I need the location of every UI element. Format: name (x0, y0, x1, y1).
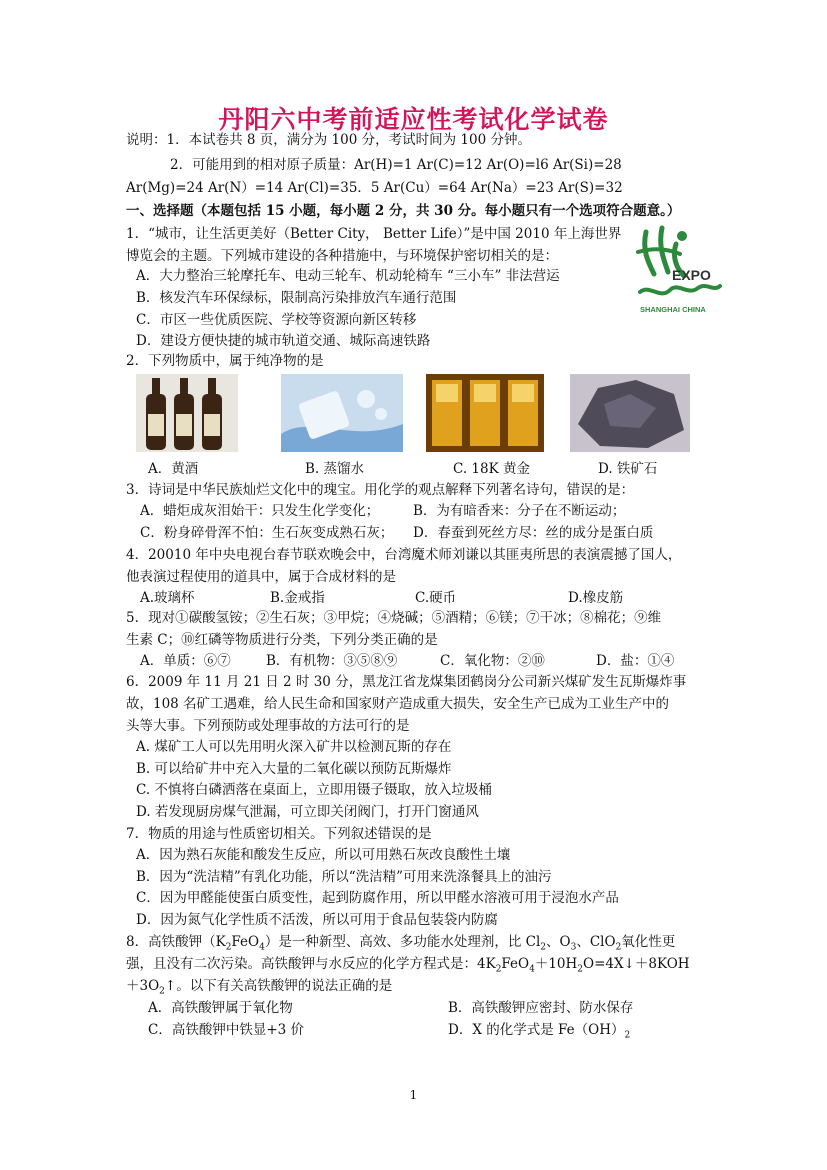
q5-option-a: A．单质：⑥⑦ (140, 653, 231, 669)
distilled-water-photo (281, 374, 403, 452)
expo-logo-icon (632, 222, 724, 318)
q8-subscript: 2 (615, 942, 622, 953)
q1-option-a: A．大力整治三轮摩托车、电动三轮车、机动轮椅车 “三小车” 非法营运 (136, 268, 560, 284)
page-title: 丹阳六中考前适应性考试化学试卷 (218, 105, 609, 134)
q5-stem-line-1: 5．现对①碳酸氢铵；②生石灰；③甲烷；④烧碱；⑤酒精；⑥镁；⑦干冰；⑧棉花；⑨维 (126, 610, 662, 626)
q5-option-c: C．氧化物：②⑩ (440, 653, 545, 669)
q8-text: ＋10H (534, 956, 578, 972)
wine-bottles-icon (136, 374, 238, 452)
expo-logo-text: EXPO (672, 267, 711, 283)
yellow-wine-photo (136, 374, 238, 452)
q1-option-b: B．核发汽车环保绿标，限制高污染排放汽车通行范围 (136, 290, 457, 306)
q7-option-a: A．因为熟石灰能和酸发生反应，所以可用熟石灰改良酸性土壤 (136, 847, 511, 863)
q5-option-b: B．有机物：③⑤⑧⑨ (266, 653, 398, 669)
q6-option-d: D. 若发现厨房煤气泄漏，可立即关闭阀门，打开门窗通风 (136, 804, 479, 820)
q8-subscript: 2 (159, 986, 165, 997)
q4-option-c: C.硬币 (415, 590, 457, 606)
q8-subscript: 2 (225, 942, 232, 953)
q2-option-b: B. 蒸馏水 (305, 461, 365, 477)
q4-stem-line-1: 4．20010 年中央电视台春节联欢晚会中，台湾魔术师刘谦以其匪夷所思的表演震撼了国人， (126, 547, 682, 563)
gold-bars-photo (426, 374, 544, 452)
q6-option-c: C. 不慎将白磷洒落在桌面上，立即用镊子镊取，放入垃圾桶 (136, 782, 492, 798)
q8-text: FeO (231, 934, 260, 950)
q8-text: ＋3O (126, 978, 160, 994)
q6-stem-line-3: 头等大事。下列预防或处理事故的方法可行的是 (126, 718, 410, 734)
q7-stem: 7．物质的用途与性质密切相关。下列叙述错误的是 (126, 826, 432, 842)
q8-subscript: 4 (529, 964, 535, 975)
q8-text: 强，且没有二次污染。高铁酸钾与水反应的化学方程式是：4K (126, 956, 496, 972)
q8-text: 、O (546, 934, 571, 950)
q3-stem: 3．诗词是中华民族灿烂文化中的瑰宝。用化学的观点解释下列著名诗句，错误的是： (126, 482, 635, 498)
iron-ore-photo (570, 374, 690, 452)
q1-stem-line-2: 博览会的主题。下列城市建设的各种措施中，与环境保护密切相关的是： (126, 248, 558, 264)
q1-option-d: D．建设方便快捷的城市轨道交通、城际高速铁路 (136, 333, 431, 349)
q8-subscript: 2 (495, 964, 502, 975)
q3-option-b: B．为有暗香来：分子在不断运动； (413, 503, 626, 519)
q8-text: ↑。以下有关高铁酸钾的说法正确的是 (164, 978, 393, 994)
expo-logo-subtext: SHANGHAI CHINA (640, 305, 706, 314)
q5-stem-line-2: 生素 C；⑩红磷等物质进行分类，下列分类正确的是 (126, 632, 438, 648)
q2-option-c: C. 18K 黄金 (453, 461, 530, 477)
q8-subscript: 2 (540, 942, 547, 953)
q8-option-b: B．高铁酸钾应密封、防水保存 (448, 1000, 634, 1016)
water-drops-icon (281, 374, 403, 452)
q8-text: ）是一种新型、高效、多功能水处理剂，比 Cl (264, 934, 541, 950)
q6-option-a: A. 煤矿工人可以先用明火深入矿井以检测瓦斯的存在 (136, 739, 452, 755)
q2-option-d: D. 铁矿石 (598, 461, 658, 477)
gold-bars-icon (426, 374, 544, 452)
iron-ore-icon (570, 374, 690, 452)
q5-option-d: D．盐：①④ (596, 653, 675, 669)
q8-option-a: A．高铁酸钾属于氧化物 (148, 1000, 293, 1016)
instruction-line-1: 说明：1．本试卷共 8 页，满分为 100 分，考试时间为 100 分钟。 (126, 132, 531, 148)
q8-text: O=4X↓＋8KOH (583, 956, 690, 972)
q8-text: FeO (501, 956, 530, 972)
q8-text: 、ClO (576, 934, 616, 950)
q7-option-d: D．因为氮气化学性质不活泼，所以可用于食品包装袋内防腐 (136, 912, 498, 928)
q6-stem-line-1: 6．2009 年 11 月 21 日 2 时 30 分，黑龙江省龙煤集团鹤岗分公司新兴煤矿发生瓦斯爆炸事 (126, 674, 687, 690)
q4-option-a: A.玻璃杯 (140, 590, 195, 606)
page-number: 1 (409, 1088, 418, 1102)
q6-stem-line-2: 故，108 名矿工遇难，给人民生命和国家财产造成重大损失，安全生产已成为工业生产中的 (126, 696, 670, 712)
q8-subscript: 2 (577, 964, 584, 975)
instruction-line-2: 2．可能用到的相对原子质量：Ar(H)=1 Ar(C)=12 Ar(O)=l6 Ar(Si)=28 (170, 157, 622, 173)
q8-option-d-subscript: 2 (624, 1030, 631, 1041)
q3-option-c: C．粉身碎骨浑不怕：生石灰变成熟石灰； (140, 525, 394, 541)
q4-stem-line-2: 他表演过程使用的道具中，属于合成材料的是 (126, 569, 396, 585)
q2-stem: 2．下列物质中，属于纯净物的是 (126, 353, 324, 369)
q4-option-b: B.金戒指 (270, 590, 325, 606)
q7-option-b: B．因为“洗洁精”有乳化功能，所以“洗洁精”可用来洗涤餐具上的油污 (136, 869, 552, 885)
q8-text: 氧化性更 (621, 934, 676, 950)
q1-option-c: C．市区一些优质医院、学校等资源向新区转移 (136, 312, 417, 328)
instruction-line-3: Ar(Mg)=24 Ar(N）=14 Ar(Cl)=35．5 Ar(Cu）=64 Ar(Na）=23 Ar(S)=32 (126, 180, 623, 196)
q8-text: 8．高铁酸钾（K (126, 934, 226, 950)
q8-subscript: 3 (570, 942, 577, 953)
q8-option-d-text: D．X 的化学式是 Fe（OH） (448, 1022, 625, 1038)
q8-option-c: C．高铁酸钾中铁显+3 价 (148, 1022, 305, 1038)
q3-option-d: D．春蚕到死丝方尽：丝的成分是蛋白质 (413, 525, 654, 541)
expo-2010-logo (632, 222, 724, 318)
q6-option-b: B. 可以给矿井中充入大量的二氧化碳以预防瓦斯爆炸 (136, 761, 452, 777)
q3-option-a: A．蜡炬成灰泪始干：只发生化学变化； (140, 503, 380, 519)
section-heading: 一、选择题（本题包括 15 小题，每小题 2 分，共 30 分。每小题只有一个选项符合题意。） (126, 203, 681, 219)
q4-option-d: D.橡皮筋 (568, 590, 624, 606)
q1-stem-line-1: 1．“城市，让生活更美好（Better City， Better Life）”是中国 2010 年上海世界 (126, 226, 622, 242)
q8-option-d (448, 1020, 630, 1046)
q7-option-c: C．因为甲醛能使蛋白质变性，起到防腐作用，所以甲醛水溶液可用于浸泡水产品 (136, 890, 619, 906)
q8-subscript: 4 (259, 942, 265, 953)
q2-option-a: A．黄酒 (148, 461, 199, 477)
